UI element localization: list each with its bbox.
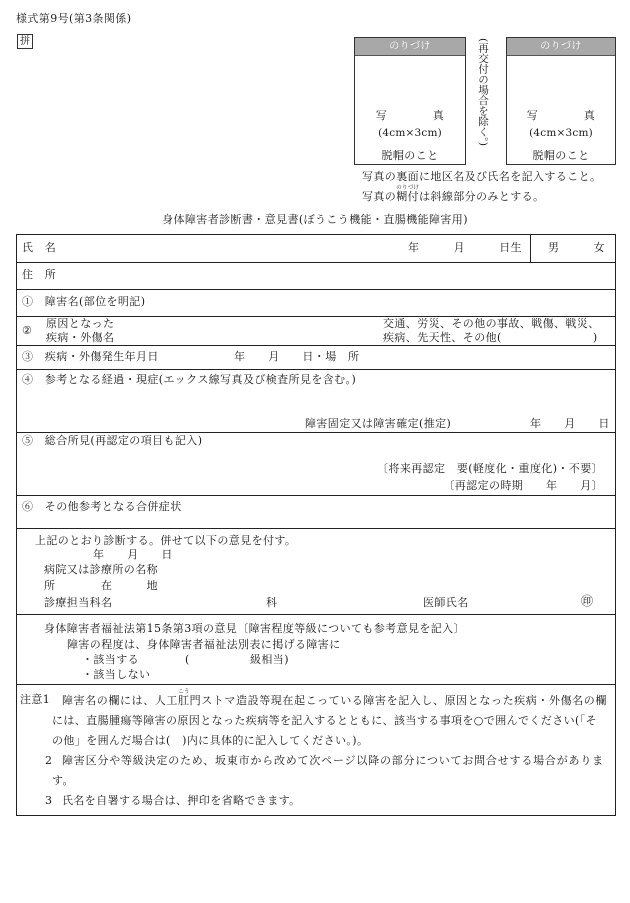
cause-options: 交通、労災、その他の事故、戦傷、戦災、 (383, 317, 600, 330)
ruby-word (396, 185, 420, 203)
glue-label: のりづけ (355, 38, 465, 56)
row-divider (16, 369, 616, 370)
ruby-reading: のりづけ (396, 185, 420, 191)
row-divider (16, 262, 616, 263)
row-divider (16, 684, 616, 685)
row-divider (16, 289, 616, 290)
photo-title: 写 真 (375, 109, 445, 122)
cause-options: 疾病、先天性、その他( ) (383, 331, 598, 344)
ruby-base: 糊付 (396, 190, 420, 203)
doctor-name-label: 医師氏名 (423, 596, 469, 609)
disability-fixed-date: 年 月 日 (530, 417, 610, 430)
note-2-line: 障害区分や等級決定のため、坂東市から改めて次ページ以降の部分についてお問合せする場合がありま (62, 754, 604, 767)
note-3-line: 氏名を自署する場合は、押印を省略できます。 (62, 794, 301, 807)
seal-mark: ㊞ (581, 594, 594, 608)
cause-label: 原因となった (46, 317, 115, 330)
ruby-word (178, 689, 190, 707)
form-number: 様式第9号(第3条関係) (16, 12, 132, 25)
row-divider (16, 528, 616, 529)
findings-label: ⑤ 総合所見(再認定の項目も記入) (22, 434, 203, 447)
instruction-text: は斜線部分のみとする。 (419, 190, 545, 203)
note-3-label: 3 (45, 794, 53, 807)
note-1-line: には、直腸腫瘍等障害の原因となった疾病等を記入するとともに、該当する事項を○で囲んでください(「そ (52, 714, 597, 727)
photo-note: 脱帽のこと (381, 149, 439, 162)
photo-size: (4cm×3cm) (378, 127, 442, 139)
recertification-label: 〔将来再認定 要(軽度化・重度化)・不要〕 (377, 462, 603, 475)
reissue-note: (再交付の場合を除く。) (477, 38, 489, 146)
photo-size: (4cm×3cm) (529, 127, 593, 139)
history-label: ④ 参考となる経過・現症(エックス線写真及び検査所見を含む。) (22, 373, 357, 386)
department-suffix: 科 (266, 596, 278, 609)
note-text: 障害名の欄には、人工 (62, 694, 178, 707)
hospital-name-label: 病院又は診療所の名称 (44, 563, 158, 576)
opinion-degree: 障害の程度は、身体障害者福祉法別表に掲げる障害に (67, 638, 341, 651)
note-2-label: 2 (45, 754, 53, 767)
note-1-line: の他」を囲んだ場合は( )内に具体的に記入してください。)。 (52, 734, 369, 747)
onset-date-place: 年 月 日・場 所 (234, 350, 360, 363)
complications-label: ⑥ その他参考となる合併症状 (22, 500, 182, 513)
row-divider (16, 614, 616, 615)
photo-title: 写 真 (526, 109, 596, 122)
diagnosis-statement: 上記のとおり診断する。併せて以下の意見を付す。 (35, 534, 297, 547)
grade-bracket-open: ( (185, 653, 190, 666)
option-applicable: ・該当する (82, 653, 139, 666)
disability-name-label: ① 障害名(部位を明記) (22, 295, 146, 308)
name-label: 氏 名 (22, 241, 57, 254)
document-title: 身体障害者診断書・意見書(ぼうこう機能・直腸機能障害用) (162, 213, 468, 226)
photo-glue-instruction (362, 185, 544, 208)
corner-mark: 拼 (17, 34, 33, 49)
birth-date-label: 年 月 日生 (408, 241, 522, 254)
option-not-applicable: ・該当しない (82, 668, 151, 681)
address-label: 住 所 (22, 268, 57, 281)
diagnosis-date: 年 月 日 (93, 548, 173, 561)
cause-number: ② (22, 324, 33, 337)
onset-date-label: ③ 疾病・外傷発生年月日 (22, 350, 159, 363)
note-2-line: す。 (52, 774, 74, 787)
ruby-reading: こう (178, 689, 190, 695)
cause-label: 疾病・外傷名 (46, 331, 115, 344)
photo-note: 脱帽のこと (532, 149, 590, 162)
row-divider (16, 345, 616, 346)
disability-fixed-label: 障害固定又は障害確定(推定) (305, 417, 452, 430)
photo-back-instruction: 写真の裏面に地区名及び氏名を記入すること。 (362, 170, 602, 183)
row-divider (16, 495, 616, 496)
row-divider (16, 432, 616, 433)
glue-label: のりづけ (507, 38, 615, 56)
location-label: 所 在 地 (44, 579, 158, 592)
photo-box-right (506, 37, 616, 165)
instruction-text: 写真の (362, 190, 397, 203)
photo-box-left (354, 37, 466, 165)
sex-label: 男 女 (548, 241, 605, 254)
note-1-line (62, 689, 607, 712)
note-1-label: 注意1 (20, 693, 51, 706)
grade-equivalent: 級相当) (250, 653, 289, 666)
column-divider (530, 234, 531, 262)
department-label: 診療担当科名 (44, 596, 113, 609)
ruby-base: 肛 (178, 694, 190, 707)
note-text: 門ストマ造設等現在起こっている障害を記入し、原因となった疾病・外傷名の欄 (189, 694, 607, 707)
opinion-heading: 身体障害者福祉法第15条第3項の意見〔障害程度等級についても参考意見を記入〕 (44, 622, 465, 635)
recertification-time: 〔再認定の時期 年 月〕 (443, 479, 603, 492)
